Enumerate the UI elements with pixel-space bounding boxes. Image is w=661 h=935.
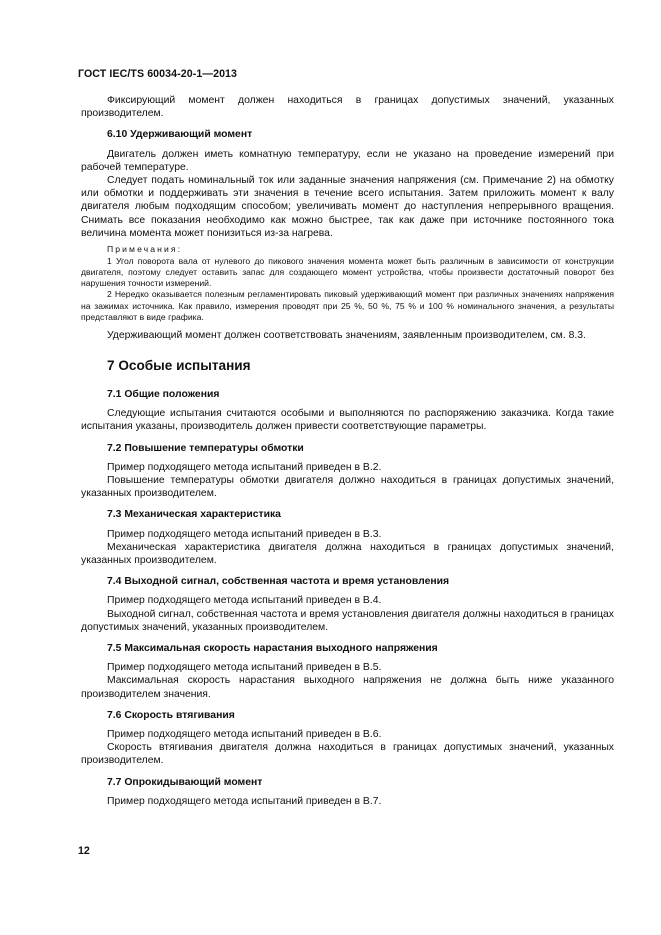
paragraph: Пример подходящего метода испытаний приведен в В.2. xyxy=(107,461,382,473)
paragraph: Максимальная скорость нарастания выходного напряжения не должна быть ниже указанного производителем значения. xyxy=(81,675,614,700)
notes-title: Примечания: xyxy=(107,244,183,255)
paragraph: Пример подходящего метода испытаний приведен в В.4. xyxy=(107,595,382,607)
note-1: 1 Угол поворота вала от нулевого до пикового значения момента может быть различным в зависимости от конструкции двигателя, поэтому следует оставить запас для создающего момент устройства, чтобы произвести достаточный поворот без нарушения точности измерений. xyxy=(81,256,614,289)
section-heading-7-7: 7.7 Опрокидывающий момент xyxy=(107,776,263,788)
page-number: 12 xyxy=(78,845,90,857)
notes-block xyxy=(81,244,614,323)
section-heading-7-1: 7.1 Общие положения xyxy=(107,388,220,400)
section-heading-7-4: 7.4 Выходной сигнал, собственная частота и время установления xyxy=(107,576,450,588)
section-heading-7-3: 7.3 Механическая характеристика xyxy=(107,509,281,521)
paragraph: Удерживающий момент должен соответствовать значениям, заявленным производителем, см. 8.3. xyxy=(107,329,586,341)
document-code: ГОСТ IEC/TS 60034-20-1—2013 xyxy=(78,68,238,80)
section-heading-6-10: 6.10 Удерживающий момент xyxy=(107,129,253,141)
section-heading-7: 7 Особые испытания xyxy=(107,357,251,373)
section-heading-7-6: 7.6 Скорость втягивания xyxy=(107,709,235,721)
paragraph: Следует подать номинальный ток или заданные значения напряжения (см. Примечание 2) на обмотку или обмотки и поддерживать эти значения в течение всего испытания. Затем приложить момент к валу двигателя любым подходящим способом; увеличивать момент до наступления непрерывного вращения. Снимать все показания необходимо как можно быстрее, так как даже при источнике постоянного тока величина момента может понизиться из-за нагрева. xyxy=(81,175,614,239)
section-heading-7-2: 7.2 Повышение температуры обмотки xyxy=(107,442,304,454)
page-body xyxy=(81,94,614,808)
paragraph: Пример подходящего метода испытаний приведен в В.6. xyxy=(107,728,382,740)
section-heading-7-5: 7.5 Максимальная скорость нарастания выходного напряжения xyxy=(107,642,438,654)
paragraph: Повышение температуры обмотки двигателя должно находиться в границах допустимых значений, указанных производителем. xyxy=(81,474,614,500)
paragraph: Следующие испытания считаются особыми и выполняются по распоряжению заказчика. Когда такие испытания указаны, производитель должен привести соответствующие параметры. xyxy=(81,408,614,433)
paragraph: Пример подходящего метода испытаний приведен в В.7. xyxy=(107,795,382,807)
paragraph: Пример подходящего метода испытаний приведен в В.3. xyxy=(107,528,382,540)
paragraph: Механическая характеристика двигателя должна находиться в границах допустимых значений, указанных производителем. xyxy=(81,541,614,566)
paragraph: Скорость втягивания двигателя должна находиться в границах допустимых значений, указанных производителем. xyxy=(81,742,614,767)
paragraph: Фиксирующий момент должен находиться в границах допустимых значений, указанных производителем. xyxy=(81,95,614,120)
paragraph: Пример подходящего метода испытаний приведен в В.5. xyxy=(107,662,382,674)
paragraph: Двигатель должен иметь комнатную температуру, если не указано на проведение измерений при рабочей температуре. xyxy=(81,148,614,173)
note-2: 2 Нередко оказывается полезным регламентировать пиковый удерживающий момент при различных значениях напряжения на зажимах источника. Как правило, измерения проводят при 25 %, 50 %, 75 % и 100 % номинального значения, а результаты представляют в виде графика. xyxy=(81,289,614,322)
paragraph: Выходной сигнал, собственная частота и время установления двигателя должны находиться в границах допустимых значений, указанных производителем. xyxy=(81,608,614,633)
